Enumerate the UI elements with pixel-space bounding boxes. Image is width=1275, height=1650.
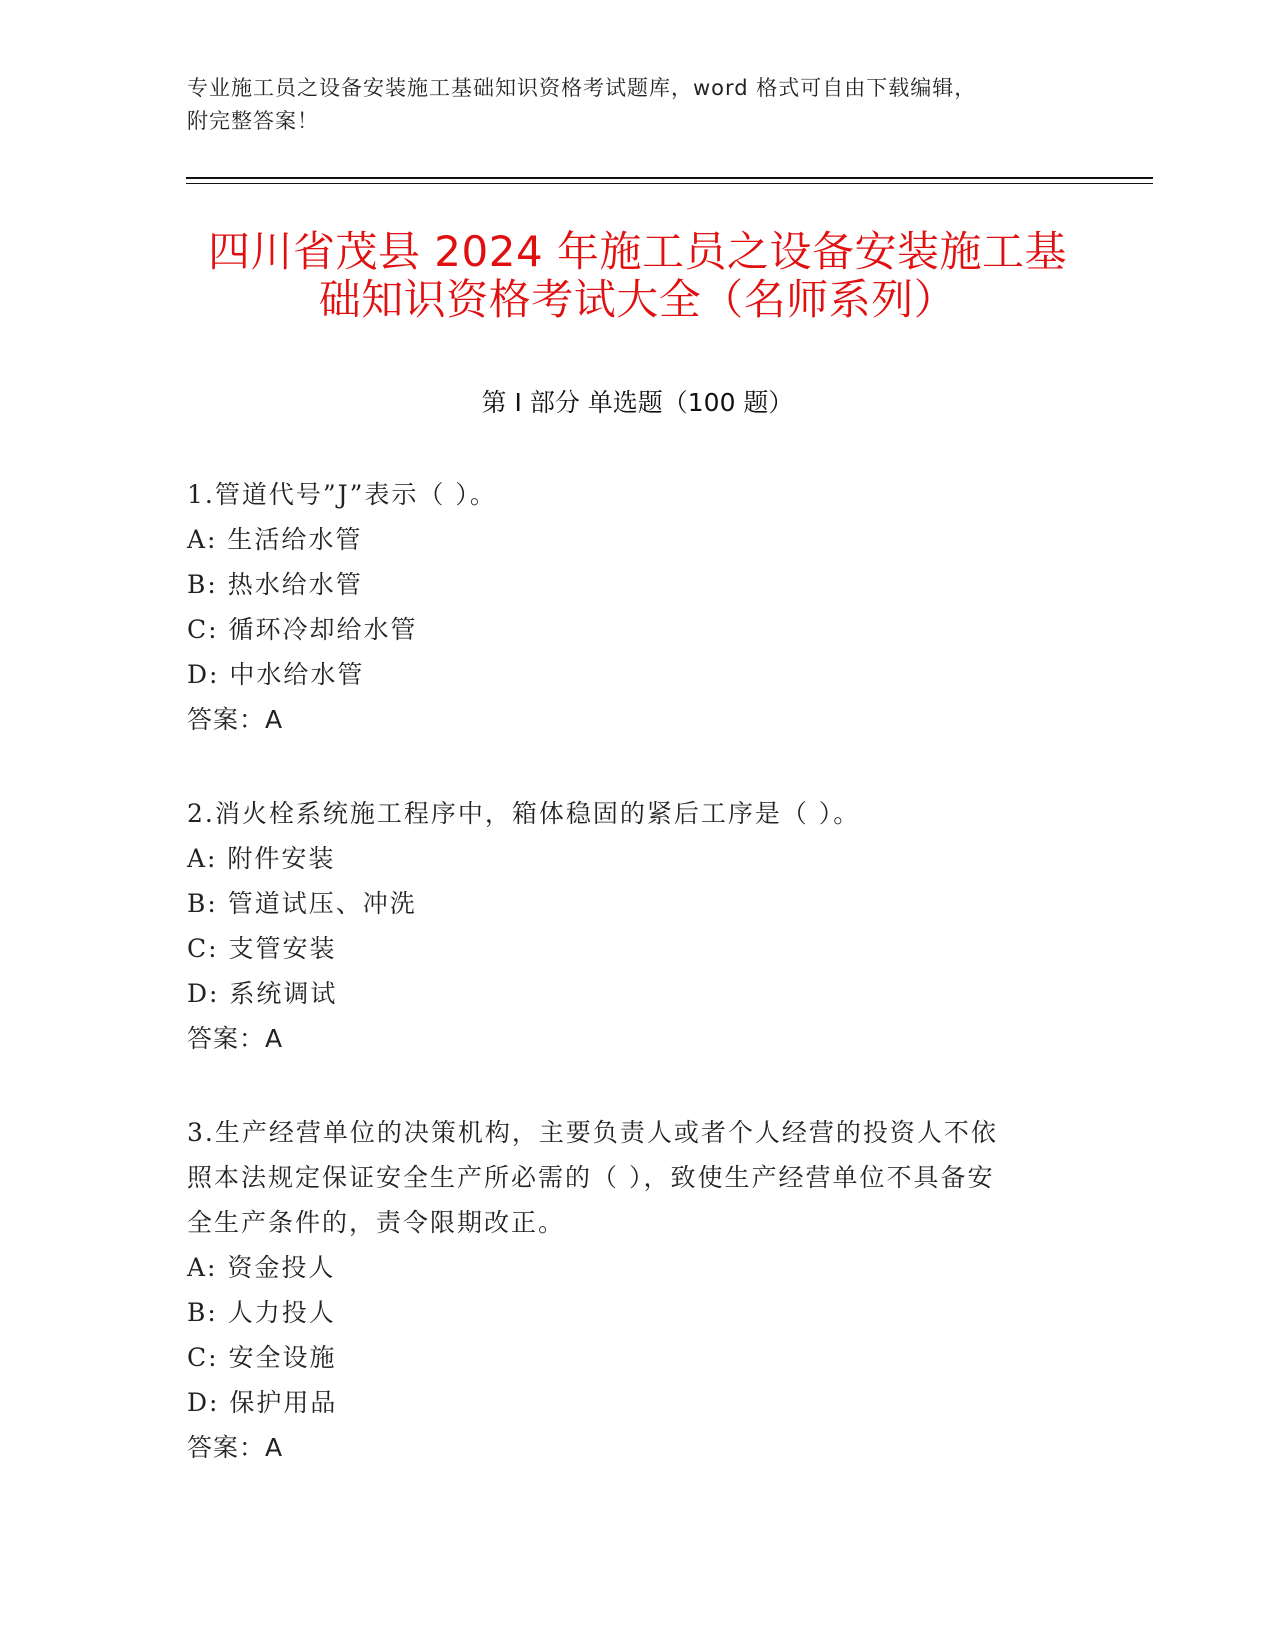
option-a: A: 附件安装: [187, 844, 336, 873]
section-heading: 第 I 部分 单选题（100 题）: [481, 388, 794, 417]
answer: 答案：A: [187, 1433, 284, 1462]
header-rule-thick: [186, 177, 1153, 179]
document-title-line-1: 四川省茂县 2024 年施工员之设备安装施工基: [207, 227, 1068, 276]
option-b: B: 管道试压、冲洗: [187, 889, 417, 918]
question-stem-line-2: 照本法规定保证安全生产所必需的（ ），致使生产经营单位不具备安: [187, 1163, 995, 1192]
question-3: [187, 1110, 1087, 1470]
header-rule-thin: [186, 183, 1153, 184]
answer: 答案：A: [187, 705, 284, 734]
document-title-line-2: 础知识资格考试大全（名师系列）: [318, 275, 957, 324]
option-b: B: 人力投人: [187, 1298, 336, 1327]
question-stem-line-1: 3.生产经营单位的决策机构，主要负责人或者个人经营的投资人不依: [187, 1118, 998, 1147]
question-stem: 2.消火栓系统施工程序中，箱体稳固的紧后工序是（ ）。: [187, 799, 861, 828]
option-d: D: 系统调试: [187, 979, 338, 1008]
option-c: C: 支管安装: [187, 934, 337, 963]
option-c: C: 安全设施: [187, 1343, 337, 1372]
question-1: [187, 472, 1087, 742]
option-d: D: 保护用品: [187, 1388, 338, 1417]
option-a: A: 生活给水管: [187, 525, 363, 554]
header-note-line-2: 附完整答案！: [187, 109, 319, 133]
answer: 答案：A: [187, 1024, 284, 1053]
option-a: A: 资金投人: [187, 1253, 336, 1282]
header-note-line-1: 专业施工员之设备安装施工基础知识资格考试题库，word 格式可自由下载编辑，: [187, 76, 977, 100]
option-c: C: 循环冷却给水管: [187, 615, 418, 644]
question-2: [187, 791, 1087, 1061]
header-note: [187, 72, 1087, 138]
option-d: D: 中水给水管: [187, 660, 365, 689]
document-title: [160, 228, 1115, 324]
option-b: B: 热水给水管: [187, 570, 363, 599]
question-stem: 1.管道代号”J”表示（ ）。: [187, 480, 497, 509]
question-stem-line-3: 全生产条件的，责令限期改正。: [187, 1208, 566, 1237]
